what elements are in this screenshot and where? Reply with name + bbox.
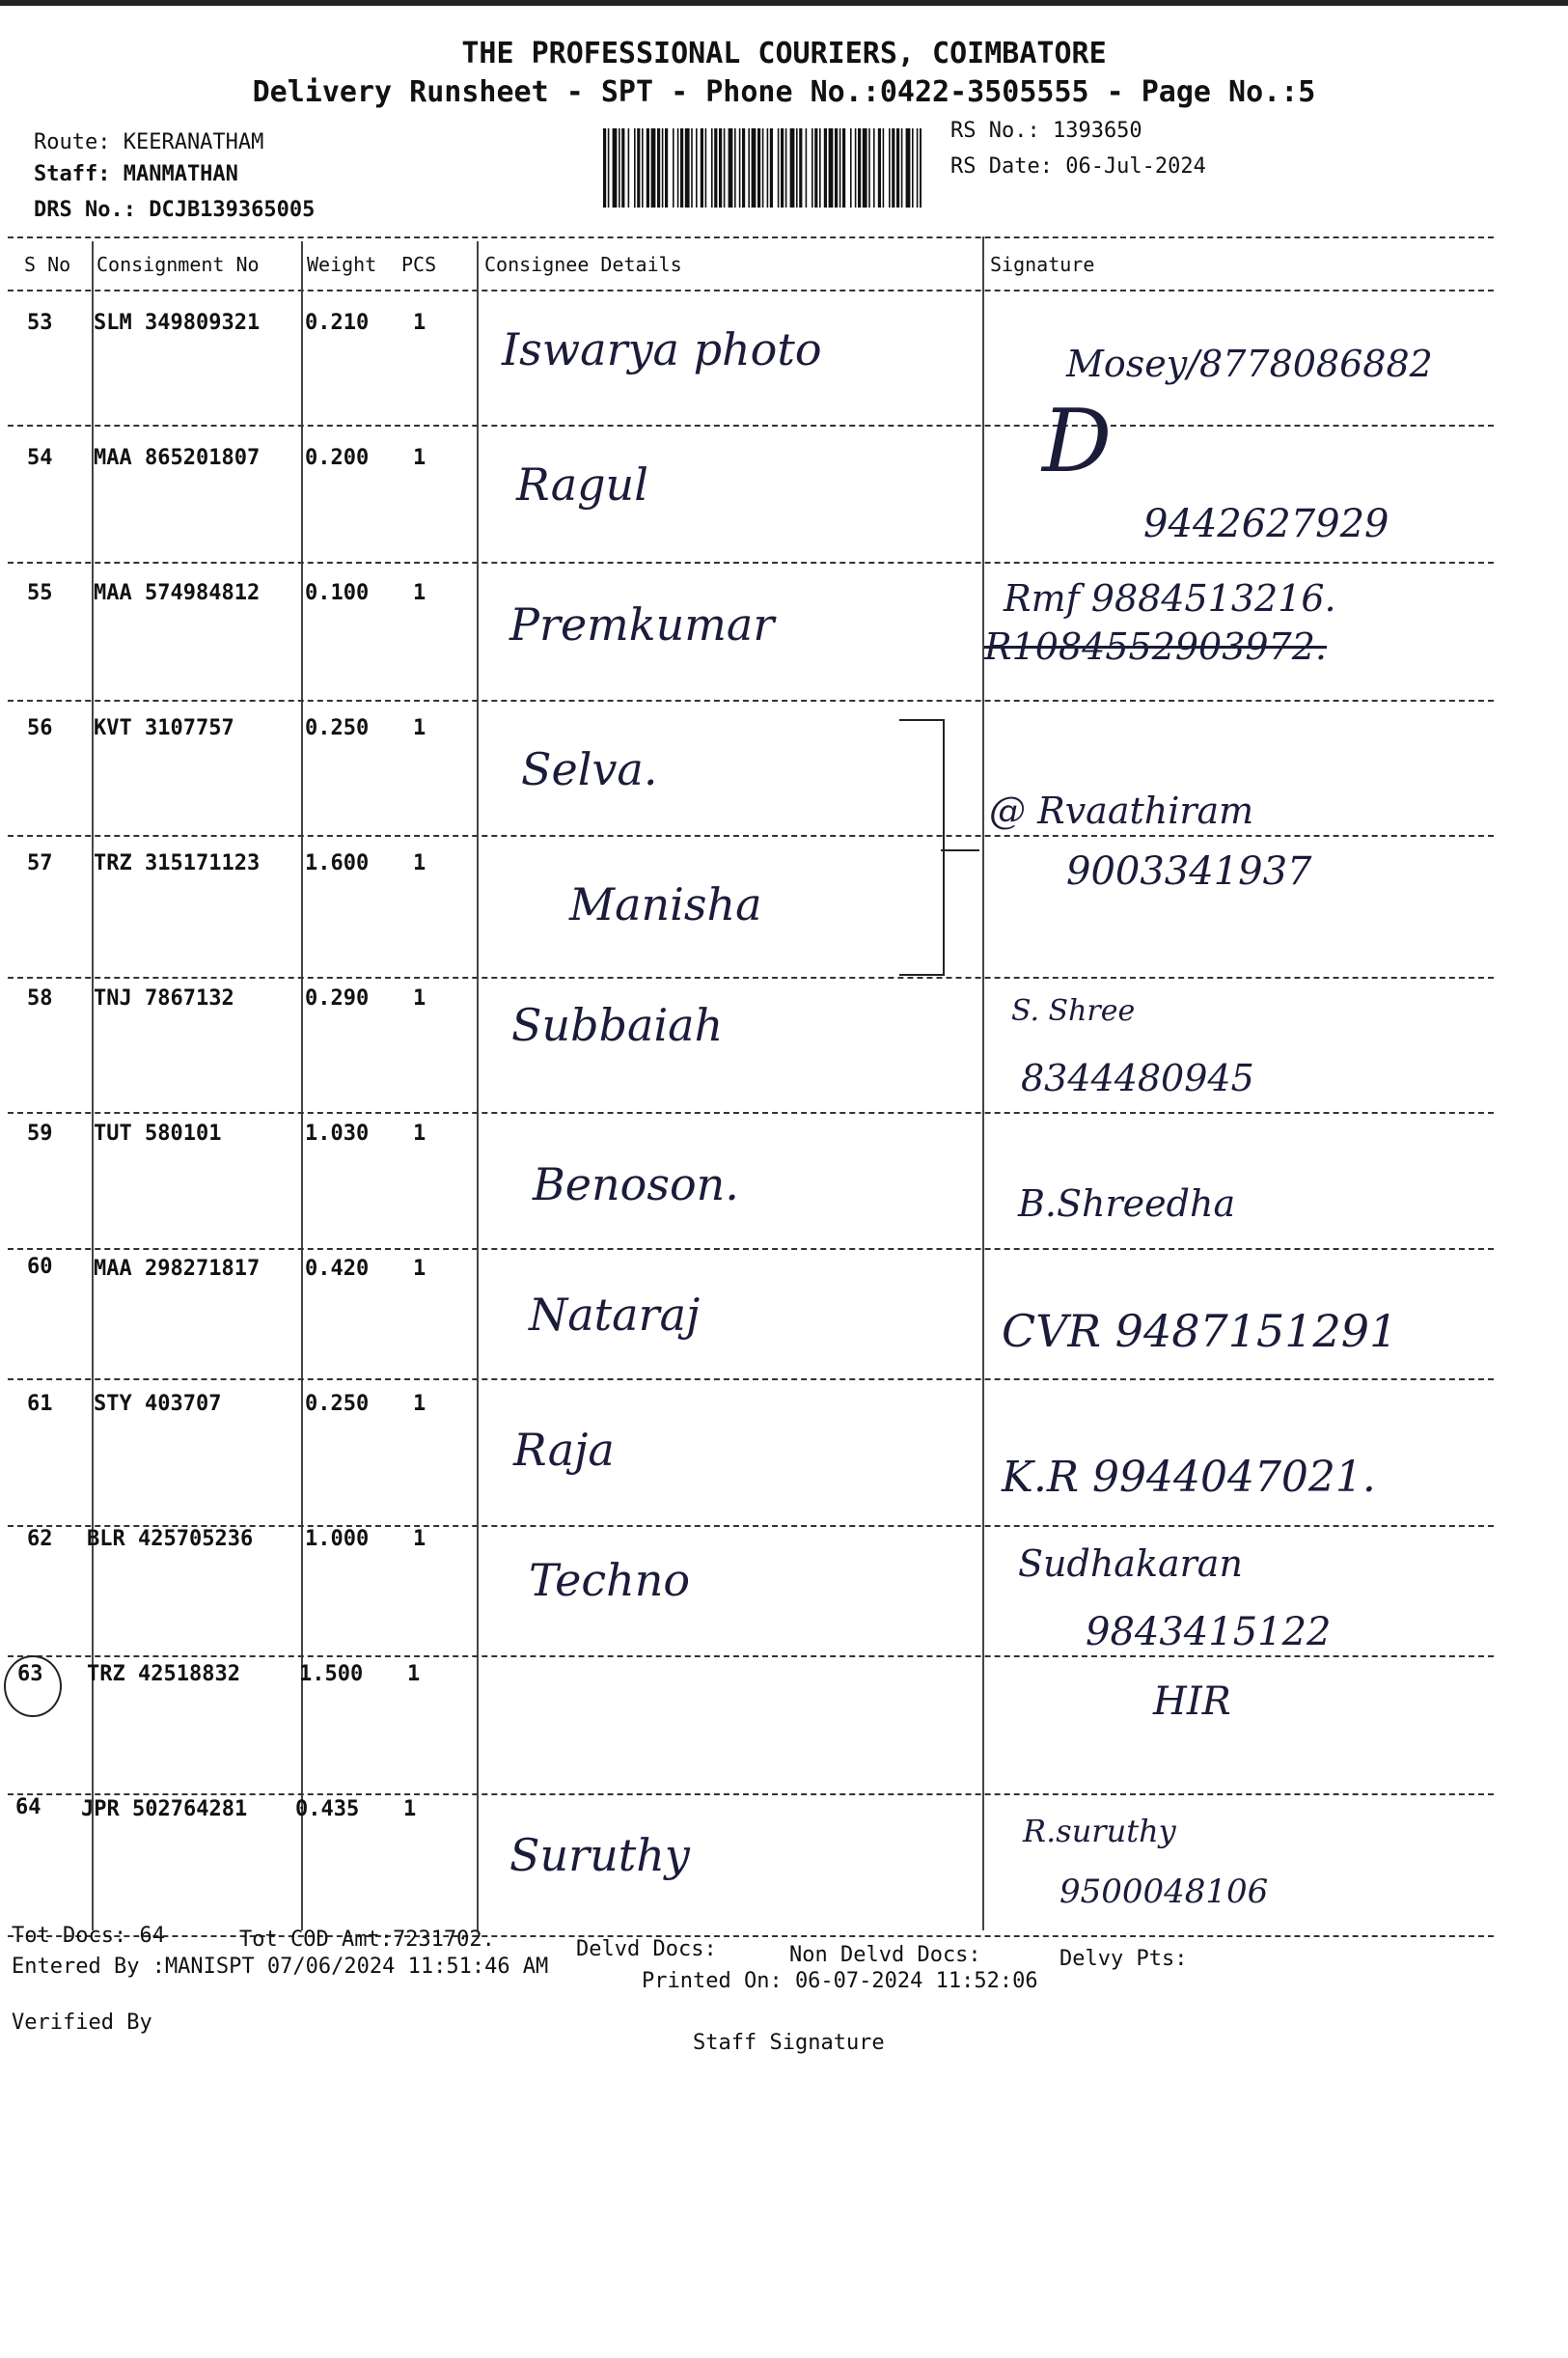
row-rule: [8, 425, 1494, 427]
row-consignment: TRZ 42518832: [87, 1662, 240, 1686]
non-delivered-docs: Non Delvd Docs:: [789, 1943, 981, 1967]
row-signature: Mosey/8778086882: [1066, 343, 1433, 385]
row-pcs: 1: [413, 1257, 426, 1281]
row-sno: 61: [27, 1392, 53, 1416]
staff-signature-label: Staff Signature: [693, 2031, 885, 2055]
entered-by: Entered By :MANISPT 07/06/2024 11:51:46 AM: [12, 1955, 549, 1979]
row-sno: 55: [27, 581, 53, 605]
row-signature: K.R 9944047021.: [1002, 1453, 1376, 1502]
row-consignee: Suruthy: [509, 1829, 690, 1881]
col-divider: [982, 236, 984, 1930]
row-signature: S. Shree: [1011, 994, 1136, 1028]
delivered-docs: Delvd Docs:: [576, 1937, 717, 1961]
row-pcs: 1: [413, 851, 426, 875]
row-weight: 0.200: [305, 446, 370, 470]
row-sno: 58: [27, 986, 53, 1011]
row-weight: 0.250: [305, 1392, 370, 1416]
row-signature: Sudhakaran: [1018, 1542, 1243, 1585]
row-sno: 57: [27, 851, 53, 875]
row-sno: 56: [27, 716, 53, 740]
company-title: THE PROFESSIONAL COURIERS, COIMBATORE: [461, 37, 1107, 70]
row-rule: [8, 1112, 1494, 1114]
row-rule: [8, 700, 1494, 702]
drs-number: DRS No.: DCJB139365005: [34, 198, 316, 222]
header-rule: [8, 236, 1494, 238]
row-sno: 54: [27, 446, 53, 470]
col-divider: [477, 241, 479, 1930]
row-signature: B.Shreedha: [1018, 1182, 1236, 1225]
row-signature-phone: 9843415122: [1086, 1610, 1332, 1654]
row-pcs: 1: [413, 716, 426, 740]
staff-label: Staff: MANMATHAN: [34, 162, 238, 186]
row-signature: R.suruthy: [1023, 1813, 1176, 1849]
row-rule: [8, 835, 1494, 837]
row-weight: 0.435: [295, 1797, 360, 1821]
row-sno: 64: [15, 1795, 41, 1819]
row-consignment: MAA 574984812: [94, 581, 261, 605]
row-weight: 0.250: [305, 716, 370, 740]
row-signature: Rmf 9884513216.: [1004, 577, 1336, 620]
row-consignment: SLM 349809321: [94, 311, 261, 335]
row-rule: [8, 562, 1494, 564]
grouping-bracket-tick: [941, 849, 979, 851]
verified-by: Verified By: [12, 2011, 152, 2035]
row-rule: [8, 1655, 1494, 1657]
total-docs: Tot Docs: 64: [12, 1924, 165, 1948]
row-pcs: 1: [413, 1122, 426, 1146]
table-bottom-rule: [8, 1935, 1494, 1937]
row-pcs: 1: [413, 446, 426, 470]
colhead-rule: [8, 290, 1494, 291]
row-consignee: Techno: [529, 1554, 691, 1606]
row-sno: 63: [17, 1662, 43, 1686]
row-consignment: JPR 502764281: [81, 1797, 248, 1821]
row-rule: [8, 1248, 1494, 1250]
row-signature-phone: 9500048106: [1059, 1873, 1269, 1911]
col-consignment: Consignment No: [96, 253, 260, 276]
col-signature: Signature: [990, 253, 1095, 276]
col-pcs: PCS: [401, 253, 437, 276]
scan-edge: [0, 0, 1568, 6]
rs-number: RS No.: 1393650: [950, 119, 1142, 143]
row-signature-struck: R1084552903972.: [984, 625, 1327, 668]
row-weight: 1.030: [305, 1122, 370, 1146]
row-weight: 0.100: [305, 581, 370, 605]
row-pcs: 1: [413, 581, 426, 605]
row-rule: [8, 977, 1494, 979]
row-weight: 1.600: [305, 851, 370, 875]
row-consignment: TRZ 315171123: [94, 851, 261, 875]
row-consignee: Subbaiah: [511, 999, 724, 1051]
row-sno: 53: [27, 311, 53, 335]
row-consignment: TUT 580101: [94, 1122, 222, 1146]
row-pcs: 1: [413, 311, 426, 335]
row-signature-phone: 9003341937: [1066, 849, 1312, 894]
row-pcs: 1: [413, 986, 426, 1011]
row-sno: 62: [27, 1527, 53, 1551]
rs-date: RS Date: 06-Jul-2024: [950, 154, 1206, 179]
runsheet-subtitle: Delivery Runsheet - SPT - Phone No.:0422-3505555 - Page No.:5: [252, 75, 1316, 109]
printed-on: Printed On: 06-07-2024 11:52:06: [642, 1969, 1038, 1993]
row-consignee: Raja: [513, 1424, 615, 1476]
row-consignment: BLR 425705236: [87, 1527, 254, 1551]
row-sno: 59: [27, 1122, 53, 1146]
row-consignment: MAA 298271817: [94, 1257, 261, 1281]
row-weight: 1.000: [305, 1527, 370, 1551]
row-consignment: TNJ 7867132: [94, 986, 234, 1011]
row-consignee: Premkumar: [509, 598, 775, 651]
row-consignment: STY 403707: [94, 1392, 222, 1416]
row-weight: 0.290: [305, 986, 370, 1011]
col-sno: S No: [24, 253, 71, 276]
row-consignment: KVT 3107757: [94, 716, 234, 740]
row-weight: 0.210: [305, 311, 370, 335]
row-consignee: Nataraj: [529, 1289, 701, 1341]
row-consignee: Ragul: [516, 458, 648, 511]
row-signature-phone: 8344480945: [1021, 1057, 1254, 1099]
row-consignee: Benoson.: [533, 1158, 739, 1210]
row-signature-phone: 9442627929: [1143, 502, 1389, 546]
row-consignee: Iswarya photo: [502, 323, 822, 375]
row-pcs: 1: [403, 1797, 417, 1821]
row-rule: [8, 1793, 1494, 1795]
row-rule: [8, 1378, 1494, 1380]
total-cod-amount: Tot COD Amt:7231702.: [239, 1928, 495, 1952]
row-signature: CVR 9487151291: [1002, 1305, 1398, 1357]
route-label: Route: KEERANATHAM: [34, 130, 264, 154]
row-signature: HIR: [1153, 1679, 1231, 1724]
row-pcs: 1: [413, 1527, 426, 1551]
grouping-bracket: [899, 719, 945, 976]
row-weight: 1.500: [299, 1662, 364, 1686]
row-weight: 0.420: [305, 1257, 370, 1281]
row-sno: 60: [27, 1255, 53, 1279]
row-signature: D: [1042, 391, 1113, 492]
col-consignee: Consignee Details: [484, 253, 682, 276]
row-pcs: 1: [413, 1392, 426, 1416]
col-weight: Weight: [307, 253, 377, 276]
barcode: [603, 128, 922, 208]
row-consignment: MAA 865201807: [94, 446, 261, 470]
row-consignee: Manisha: [569, 878, 762, 930]
row-consignee: Selva.: [521, 743, 658, 795]
row-signature: @ Rvaathiram: [989, 790, 1254, 832]
row-pcs: 1: [407, 1662, 421, 1686]
delivery-points: Delvy Pts:: [1059, 1947, 1188, 1971]
